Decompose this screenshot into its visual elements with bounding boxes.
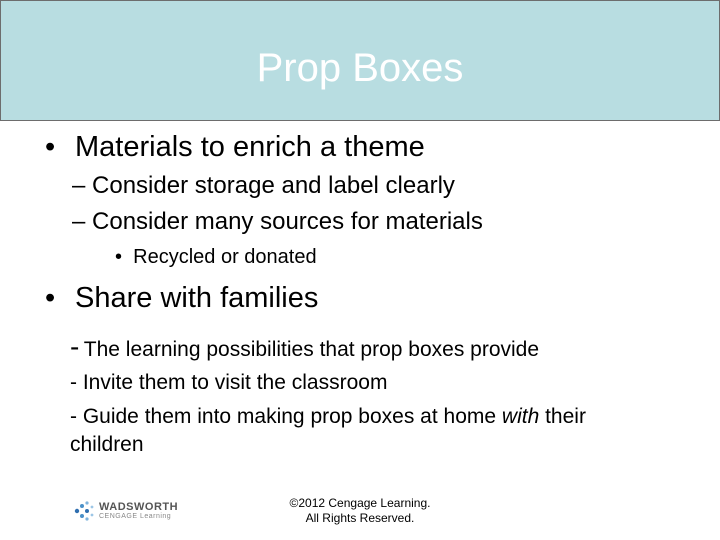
dash-icon: – xyxy=(72,172,86,199)
bullet-icon: • xyxy=(45,131,56,163)
detail-emphasis: with xyxy=(501,405,540,428)
subbullet-storage xyxy=(72,171,455,201)
detail-guide xyxy=(70,403,586,431)
subbullet-text: Consider many sources for materials xyxy=(92,208,483,235)
slide-title: Prop Boxes xyxy=(256,46,464,90)
subsubbullet-recycled xyxy=(115,245,317,269)
bullet-icon: • xyxy=(115,246,123,268)
subsubbullet-text: Recycled or donated xyxy=(133,246,317,268)
detail-guide-continued: children xyxy=(70,433,144,456)
rights-line: All Rights Reserved. xyxy=(305,511,415,525)
detail-text: The learning possibilities that prop boxes provide xyxy=(83,338,540,361)
subbullet-sources xyxy=(72,207,483,237)
bullet-icon: • xyxy=(45,282,56,314)
logo-mark-icon xyxy=(72,499,96,523)
logo-sub: CENGAGE Learning xyxy=(99,513,172,520)
detail-invite: - Invite them to visit the classroom xyxy=(70,371,388,394)
detail-text-end: their xyxy=(539,405,586,428)
bullet-text: Materials to enrich a theme xyxy=(75,131,425,163)
wadsworth-logo xyxy=(72,498,182,524)
dash-icon: – xyxy=(72,208,86,235)
copyright-footer xyxy=(250,496,470,526)
copyright-line: ©2012 Cengage Learning. xyxy=(289,496,431,510)
dash-icon: - xyxy=(70,331,80,362)
bullet-materials xyxy=(45,130,425,164)
detail-text: - Guide them into making prop boxes at home xyxy=(70,405,502,428)
detail-possibilities xyxy=(70,331,539,368)
logo-brand: WADSWORTH xyxy=(99,501,179,513)
subbullet-text: Consider storage and label clearly xyxy=(92,172,455,199)
bullet-share xyxy=(45,281,318,315)
bullet-text: Share with families xyxy=(75,282,319,314)
